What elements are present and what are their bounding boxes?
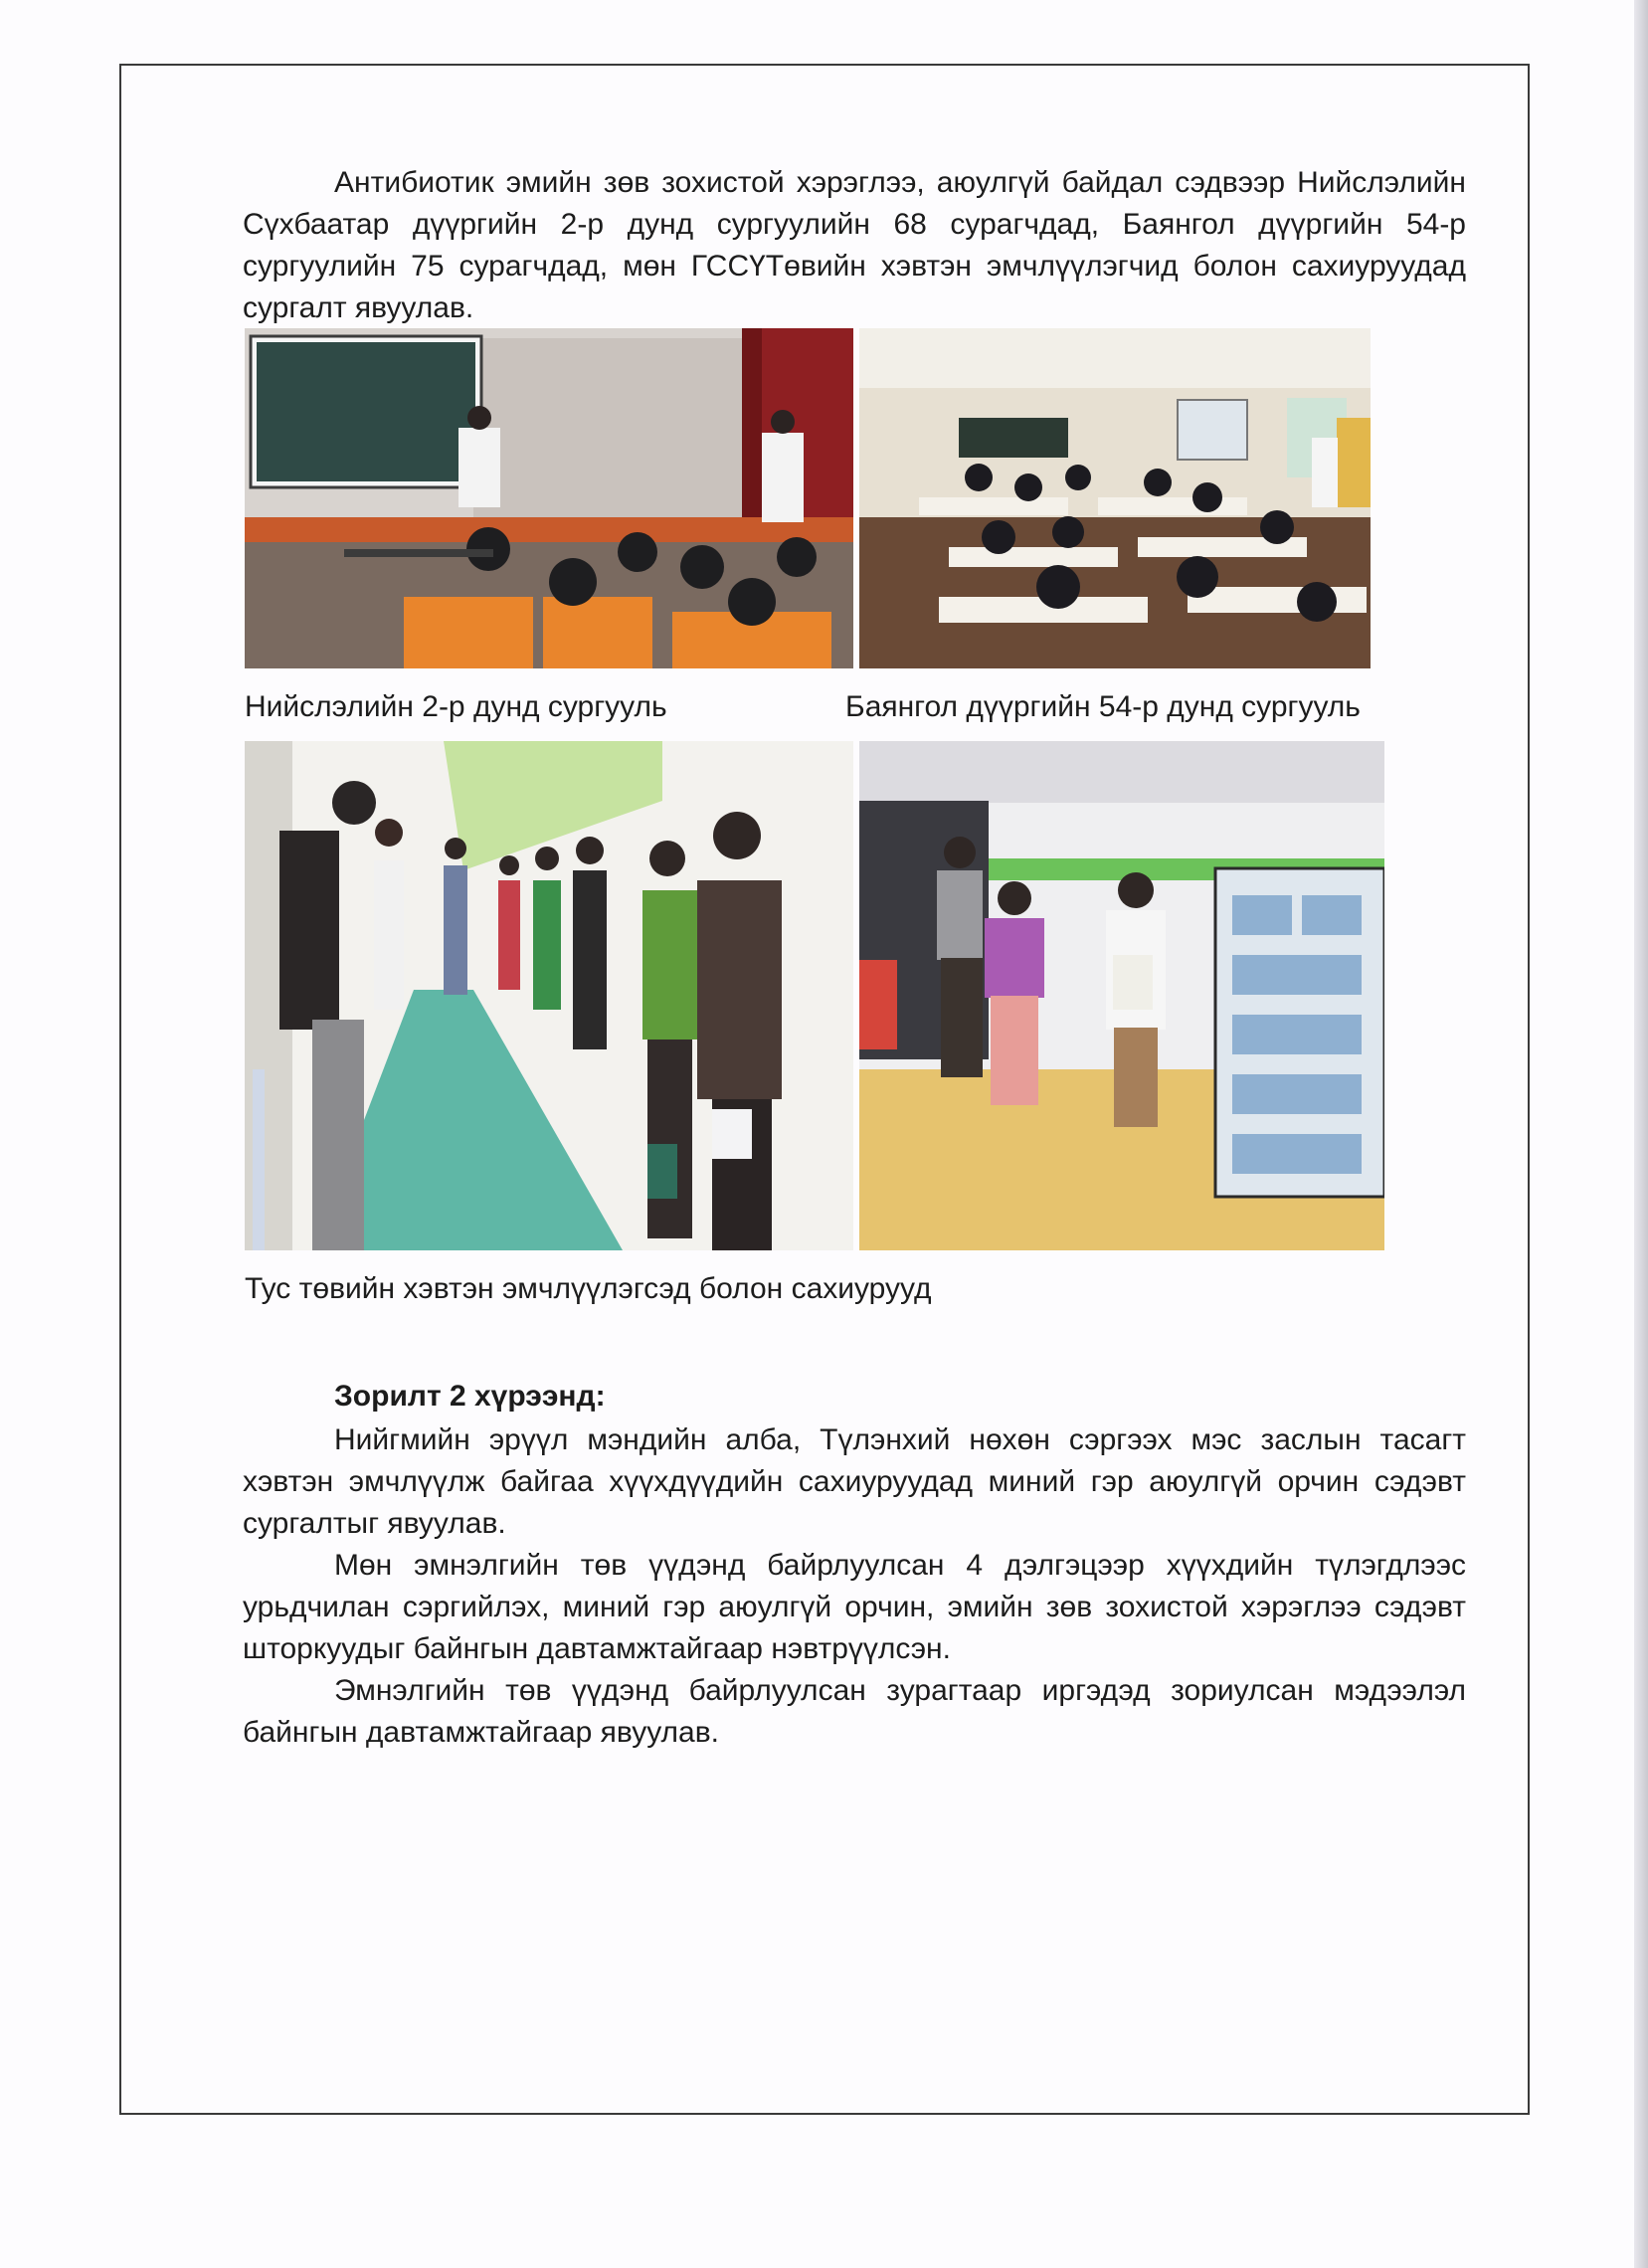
photo-center-corridor [245,741,853,1250]
caption-school-2: Нийслэлийн 2-р дунд сургууль [245,690,667,723]
intro-text [243,162,1466,329]
goal2-paragraph-3: Эмнэлгийн төв үүдэнд байрлуулсан зурагтаар иргэдэд зориулсан мэдээлэл байнгын давтамжтайгаар явуулав. [243,1674,1466,1749]
caption-school-54: Баянгол дүүргийн 54-р дунд сургууль [845,690,1361,723]
photo-center-room [859,741,1384,1250]
photo-school-2-lecture [245,328,853,668]
intro-paragraph: Антибиотик эмийн зөв зохистой хэрэглээ, аюулгүй байдал сэдвээр Нийслэлийн Сүхбаатар дүүргийн 2-р дунд сургуулийн 68 сурагчдад, Баянгол дүүргийн 54-р сургуулийн 75 сурагчдад, мөн ГССҮТөвийн хэвтэн эмчлүүлэгчид болон сахиуруудад сургалт явуулав. [243,166,1466,324]
goal2-heading: Зорилт 2 хүрээнд: [334,1380,606,1413]
goal2-paragraph-1: Нийгмийн эрүүл мэндийн алба, Түлэнхий нөхөн сэргээх мэс заслын тасагт хэвтэн эмчлүүлж байгаа хүүхдүүдийн сахиуруудад миний гэр аюулгүй орчин сэдэвт сургалтыг явуулав. [243,1423,1466,1540]
caption-center: Тус төвийн хэвтэн эмчлүүлэгсэд болон сахиурууд [245,1272,932,1305]
goal2-text [243,1419,1466,1754]
goal2-paragraph-2: Мөн эмнэлгийн төв үүдэнд байрлуулсан 4 дэлгэцээр хүүхдийн түлэгдлээс урьдчилан сэргийлэх, миний гэр аюулгүй орчин, эмийн зөв зохистой хэрэглээ сэдэвт шторкуудыг байнгын давтамжтайгаар нэвтрүүлсэн. [243,1549,1466,1665]
photo-school-54-classroom [859,328,1371,668]
scan-edge [1634,0,1648,2268]
